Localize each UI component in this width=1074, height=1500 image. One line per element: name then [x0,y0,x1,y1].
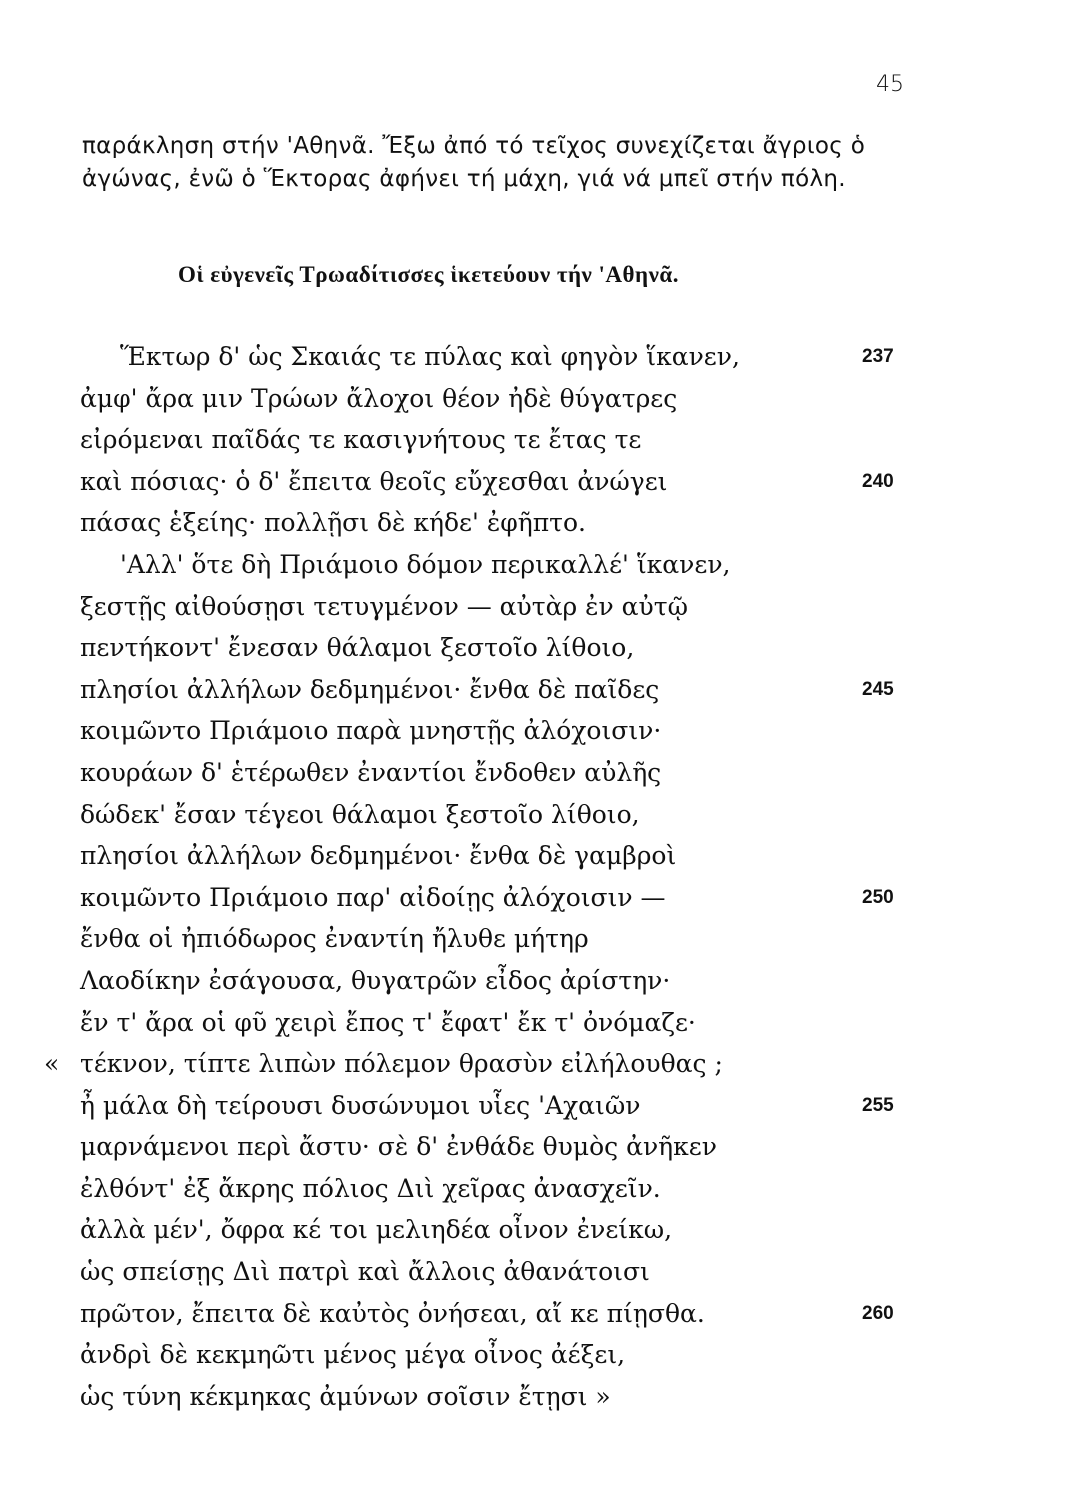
verse-text: εἰρόμεναι παῖδάς τε κασιγνήτους τε ἔτας τε [80,425,642,455]
verse-text: πρῶτον, ἔπειτα δὲ καὐτὸς ὀνήσεαι, αἴ κε πίῃσθα. [80,1298,705,1328]
verse-line [0,1168,1074,1210]
line-number: 245 [862,678,894,700]
verse-text: Λαοδίκην ἐσάγουσα, θυγατρῶν εἶδος ἀρίστην· [80,965,671,995]
verse-text: πλησίοι ἀλλήλων δεδμημένοι· ἔνθα δὲ παῖδες [80,674,660,704]
verse-text: πλησίοι ἀλλήλων δεδμημένοι· ἔνθα δὲ γαμβροὶ [80,841,677,871]
verse-text: ὡς τύνη κέκμηκας ἀμύνων σοῖσιν ἔτῃσι » [80,1381,611,1411]
verse-text: ἀλλὰ μέν', ὄφρα κέ τοι μελιηδέα οἶνον ἐνείκω, [80,1215,673,1245]
verse-line [0,710,1074,752]
verse-line [0,960,1074,1002]
line-number: 260 [862,1302,894,1324]
intro-paragraph [82,130,962,196]
verse-line [0,1043,1074,1085]
verse-line [0,1209,1074,1251]
verse-text: κοιμῶντο Πριάμοιο παρὰ μνηστῇς ἀλόχοισιν· [80,716,662,746]
verse-text: ἀνδρὶ δὲ κεκμηῶτι μένος μέγα οἶνος ἀέξει, [80,1340,626,1370]
verse-line [0,1126,1074,1168]
verse-line [0,1376,1074,1418]
verse-line [0,461,1074,503]
verse-text: ἦ μάλα δὴ τείρουσι δυσώνυμοι υἷες 'Αχαιῶν [80,1090,641,1120]
verse-text: κουράων δ' ἑτέρωθεν ἐναντίοι ἔνδοθεν αὐλῆς [80,757,662,787]
verse-text: πεντήκοντ' ἔνεσαν θάλαμοι ξεστοῖο λίθοιο, [80,633,635,663]
verse-text: ἔνθα οἱ ἠπιόδωρος ἐναντίη ἤλυθε μήτηρ [80,924,589,954]
verse-line [0,1085,1074,1127]
verse-text: πάσας ἑξείης· πολλῇσι δὲ κήδε' ἐφῆπτο. [80,508,586,538]
verse-line [0,627,1074,669]
verse-text: καὶ πόσιας· ὁ δ' ἔπειτα θεοῖς εὔχεσθαι ἀνώγει [80,466,668,496]
verse-text: ξεστῇς αἰθούσῃσι τετυγμένον — αὐτὰρ ἐν αὐτῷ [80,591,688,621]
line-number: 237 [862,346,894,367]
quote-mark: « [44,1049,60,1079]
intro-line: παράκληση στήν 'Αθηνᾶ. Ἔξω ἀπό τό τεῖχος συνεχίζεται ἄγριος ὁ [82,133,866,159]
verse-text: Ἕκτωρ δ' ὡς Σκαιάς τε πύλας καὶ φηγὸν ἵκανεν, [120,342,740,371]
line-number: 255 [862,1094,894,1116]
verse-line [0,378,1074,420]
section-heading: Οἱ εὐγενεῖς Τρωαδίτισσες ἱκετεύουν τήν 'Αθηνᾶ. [178,262,679,287]
verse-text: μαρνάμενοι περὶ ἄστυ· σὲ δ' ἐνθάδε θυμὸς ἀνῆκεν [80,1132,717,1162]
verse-text: ἐλθόντ' ἐξ ἄκρης πόλιος Διὶ χεῖρας ἀνασχεῖν. [80,1173,661,1203]
verse-text: κοιμῶντο Πριάμοιο παρ' αἰδοίῃς ἀλόχοισιν — [80,882,666,912]
verse-line [0,544,1074,586]
verse-line [0,752,1074,794]
verse-line [0,336,1074,378]
verse-line [0,669,1074,711]
verse-text: δώδεκ' ἔσαν τέγεοι θάλαμοι ξεστοῖο λίθοιο, [80,799,640,829]
page-number: 45 [876,72,904,97]
verse-line [0,586,1074,628]
verse-line [0,502,1074,544]
verse-line [0,419,1074,461]
verse-text: ἀμφ' ἄρα μιν Τρώων ἄλοχοι θέον ἠδὲ θύγατρες [80,383,678,413]
verse-line [0,918,1074,960]
verse-text: ὡς σπείσῃς Διὶ πατρὶ καὶ ἄλλοις ἀθανάτοισι [80,1257,650,1287]
verse-block [0,336,1074,1417]
verse-text: 'Αλλ' ὅτε δὴ Πριάμοιο δόμον περικαλλέ' ἵκανεν, [120,549,731,579]
line-number: 250 [862,886,894,908]
verse-line [0,877,1074,919]
verse-line [0,835,1074,877]
verse-text: ἔν τ' ἄρα οἱ φῦ χειρὶ ἔπος τ' ἔφατ' ἔκ τ' ὀνόμαζε· [80,1007,696,1037]
verse-line [0,794,1074,836]
verse-line [0,1251,1074,1293]
verse-text: τέκνον, τίπτε λιπὼν πόλεμον θρασὺν εἰλήλουθας ; [80,1049,723,1079]
intro-line: ἀγώνας, ἐνῶ ὁ Ἕκτορας ἀφήνει τή μάχη, γιά νά μπεῖ στήν πόλη. [82,166,846,192]
verse-line [0,1002,1074,1044]
verse-line [0,1293,1074,1335]
line-number: 240 [862,470,894,492]
verse-line [0,1334,1074,1376]
